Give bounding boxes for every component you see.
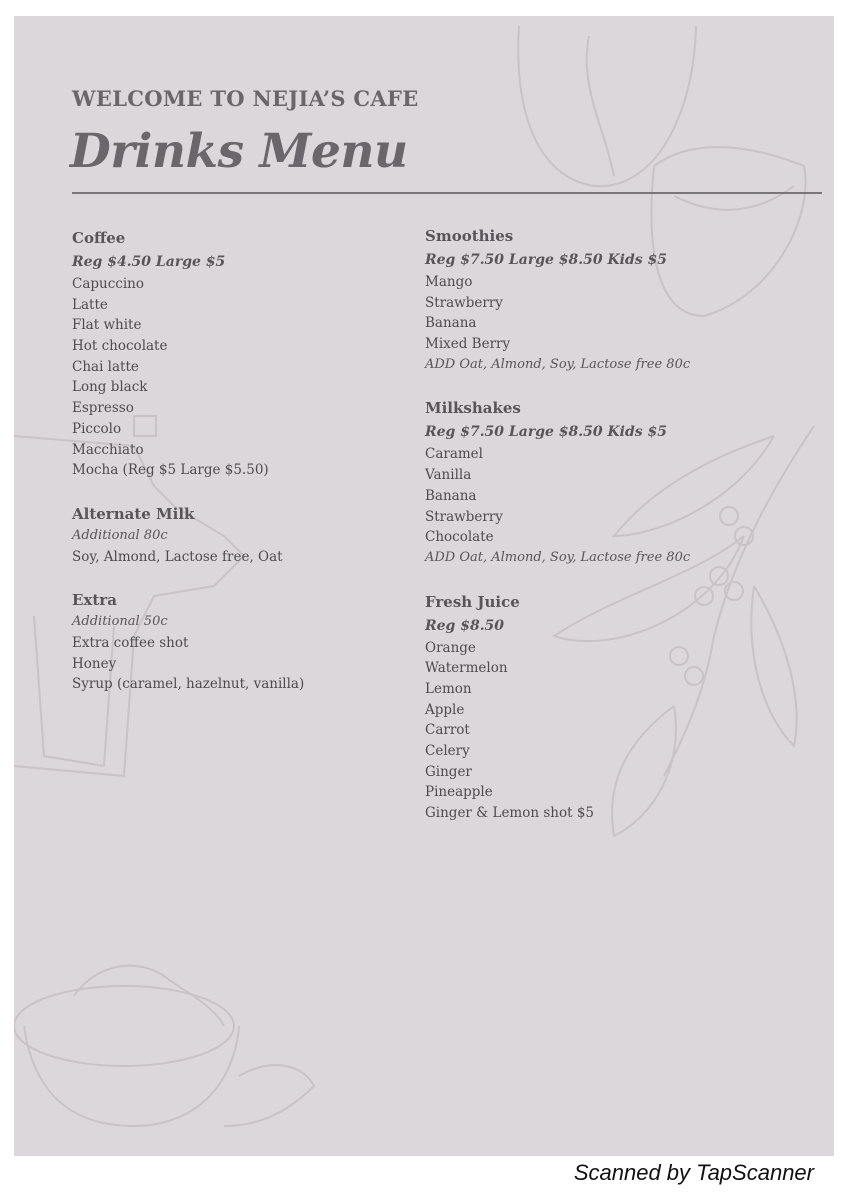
menu-item: Macchiato: [72, 441, 144, 458]
extra-section-title: Extra: [72, 591, 117, 610]
extra-section: [72, 588, 402, 695]
menu-item: Soy, Almond, Lactose free, Oat: [72, 548, 283, 565]
menu-item: Banana: [425, 315, 477, 332]
smoothies-section: [425, 224, 785, 375]
coffee-section: [72, 226, 402, 481]
menu-item: Strawberry: [425, 508, 503, 525]
menu-item: Apple: [425, 701, 465, 718]
right-menu-column: [425, 224, 785, 845]
alternate-milk-section-title: Alternate Milk: [72, 504, 195, 523]
page-title: Drinks Menu: [70, 124, 408, 179]
alternate-milk-section: [72, 502, 402, 567]
title-divider: [72, 192, 822, 194]
menu-item: Ginger & Lemon shot $5: [425, 805, 594, 822]
menu-item: Pineapple: [425, 784, 493, 801]
left-menu-column: [72, 226, 402, 716]
coffee-cup-illustration: [14, 966, 314, 1126]
menu-item: Ginger: [425, 763, 472, 780]
menu-item: Mocha (Reg $5 Large $5.50): [72, 462, 269, 479]
menu-item: Espresso: [72, 400, 134, 417]
menu-item: Orange: [425, 639, 476, 656]
smoothies-prices: Reg $7.50 Large $8.50 Kids $5: [425, 252, 668, 268]
menu-item: Chocolate: [425, 529, 494, 546]
fresh-juice-section: [425, 590, 785, 824]
coffee-prices: Reg $4.50 Large $5: [72, 254, 226, 270]
alternate-milk-items-list: [72, 547, 402, 568]
menu-item: Extra coffee shot: [72, 634, 189, 651]
menu-item: Piccolo: [72, 420, 122, 437]
fresh-juice-items-list: [425, 638, 785, 824]
menu-item: Strawberry: [425, 294, 503, 311]
menu-item: Celery: [425, 743, 470, 759]
menu-item: Mango: [425, 274, 473, 290]
menu-item: Syrup (caramel, hazelnut, vanilla): [72, 676, 305, 693]
coffee-items-list: [72, 274, 402, 481]
menu-item: Vanilla: [425, 467, 472, 484]
menu-item: Long black: [72, 379, 148, 396]
alternate-milk-price-note: Additional 80c: [72, 527, 168, 543]
menu-item: Carrot: [425, 722, 470, 739]
menu-item: Latte: [72, 296, 108, 313]
fresh-juice-prices: Reg $8.50: [425, 617, 505, 634]
milkshakes-items-list: [425, 444, 785, 547]
menu-item: Honey: [72, 655, 117, 672]
menu-item: Watermelon: [425, 660, 508, 677]
menu-item: Mixed Berry: [425, 336, 511, 353]
menu-item: Banana: [425, 487, 477, 504]
menu-item: Chai latte: [72, 358, 139, 375]
cafe-welcome-heading: WELCOME TO NEJIA’S CAFE: [72, 86, 419, 111]
smoothies-addon-note: ADD Oat, Almond, Soy, Lactose free 80c: [425, 356, 691, 372]
milkshakes-section: [425, 396, 785, 568]
milkshakes-prices: Reg $7.50 Large $8.50 Kids $5: [425, 424, 668, 441]
coffee-section-title: Coffee: [72, 229, 126, 247]
smoothies-items-list: [425, 272, 785, 355]
smoothies-section-title: Smoothies: [425, 227, 514, 245]
extra-items-list: [72, 633, 402, 695]
menu-item: Flat white: [72, 317, 142, 334]
milkshakes-addon-note: ADD Oat, Almond, Soy, Lactose free 80c: [425, 549, 691, 565]
menu-sheet: [14, 16, 834, 1156]
menu-item: Caramel: [425, 446, 483, 463]
menu-item: Capuccino: [72, 276, 144, 292]
fresh-juice-section-title: Fresh Juice: [425, 592, 520, 611]
menu-item: Hot chocolate: [72, 338, 168, 355]
extra-price-note: Additional 50c: [72, 614, 168, 630]
scanner-watermark: Scanned by TapScanner: [573, 1160, 814, 1185]
menu-item: Lemon: [425, 680, 472, 697]
milkshakes-section-title: Milkshakes: [425, 399, 521, 418]
